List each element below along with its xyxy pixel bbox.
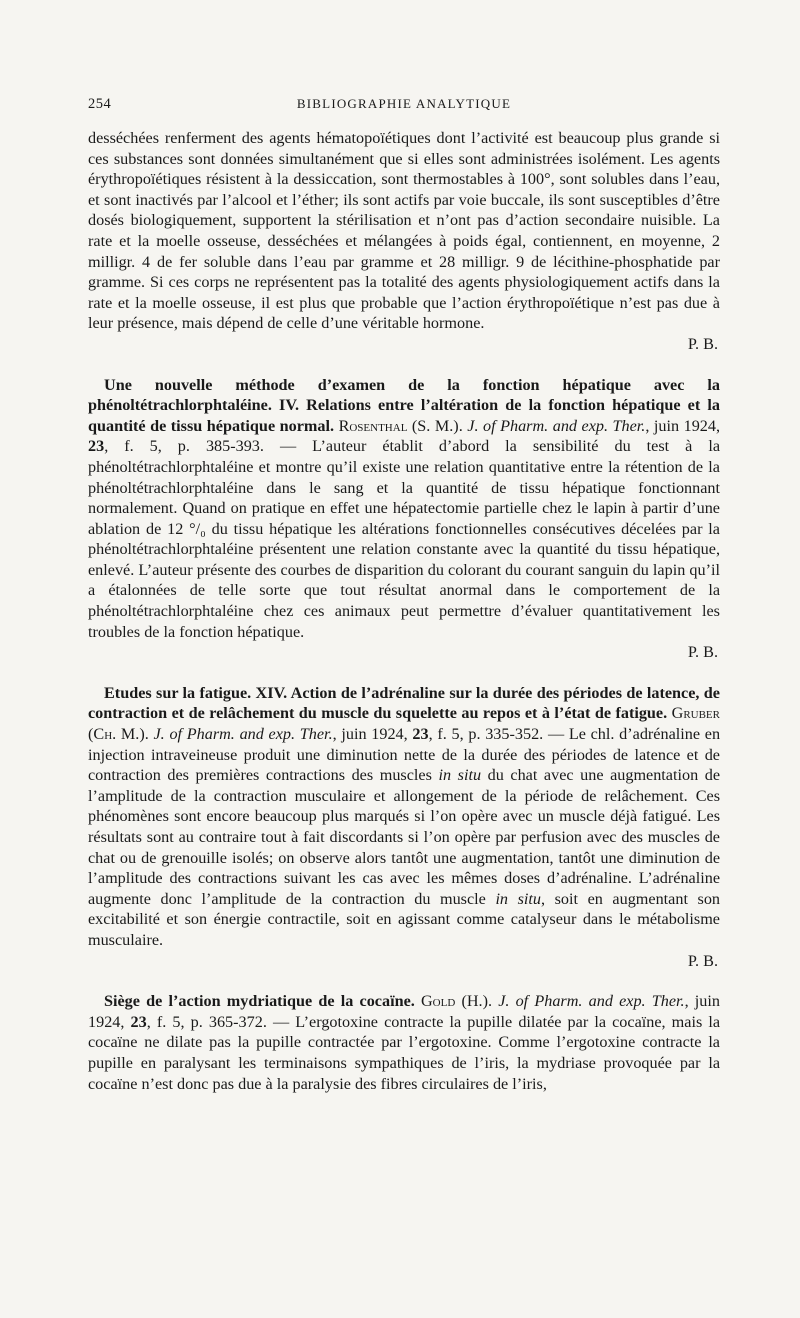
- article-hepatic-function: [88, 375, 720, 663]
- article-body-italic: in situ: [438, 766, 482, 785]
- article-cocaine: [88, 991, 720, 1094]
- article-body: — L’ergotoxine contracte la pupille dilatée par la cocaïne, mais la cocaïne ne dilate pas la pupille contractée par l’ergotoxine. Comme l’ergotoxine contracte la pupille en paralysant les terminaisons sympathiques de l’iris, la mydriase provoquée par la cocaïne n’est donc pas due à la paralysie des fibres circulaires de l’iris,: [88, 1012, 721, 1093]
- article-volume: 23: [88, 437, 105, 456]
- article-paragraph: [88, 375, 720, 643]
- article-title: Etudes sur la fatigue. XIV. Action de l’adrénaline sur la durée des périodes de latence, de contraction et de relâchement du muscle du squelette au repos et à l’état de fatigue.: [88, 683, 720, 723]
- article-journal: J. of Pharm. and exp. Ther.: [467, 416, 646, 435]
- continuation-block: [88, 128, 720, 355]
- page-header: [88, 96, 720, 118]
- running-title: BIBLIOGRAPHIE ANALYTIQUE: [296, 96, 512, 111]
- article-title: Une nouvelle méthode d’examen de la fonction hépatique avec la phénoltétrachlorphtaléine. IV. Relations entre l’altération de la fonction hépatique et la quantité de tissu hépatique normal.: [88, 375, 720, 435]
- article-date: , juin 1924,: [332, 725, 408, 744]
- article-pages: , f. 5, p. 335-352.: [428, 725, 544, 744]
- article-fatigue: [88, 683, 720, 971]
- article-journal: J. of Pharm. and exp. Ther.: [153, 725, 333, 744]
- signature: P. B.: [687, 334, 718, 353]
- article-volume: 23: [412, 725, 429, 744]
- article-paragraph: [88, 991, 720, 1094]
- article-author: Gruber (Ch. M.).: [88, 704, 720, 744]
- page-number: 254: [88, 96, 112, 112]
- article-pages: , f. 5, p. 385-393.: [104, 437, 264, 456]
- article-date: , juin 1924,: [645, 416, 721, 435]
- article-body: — L’auteur établit d’abord la sensibilité du test à la phénoltétrachlorphtaléine et montre qu’il existe une relation quantitative entre la rétention de la phénoltétrachlorphtaléine dans le sang et la quantité de tissu hépatique fonctionnant normalement. Quand on pratique en effet une hépatectomie partielle chez le lapin à partir d’une ablation de 12 °/₀ du tissu hépatique les altérations fonctionnelles consécutives décelées par la phénoltétrachlorphtaléine présentent une relation constante avec la quantité du tissu hépatique, enlevé. L’auteur présente des courbes de disparition du colorant du courant sanguin du lapin qu’il a étalonnées de telle sorte que tout résultat anormal dans le comportement de la phénoltétrachlorphtaléine chez ces animaux peut permettre d’évaluer quantitativement les troubles de la fonction hépatique.: [88, 437, 721, 641]
- continuation-paragraph: desséchées renferment des agents hématopoïétiques dont l’activité est beaucoup plus grande si ces substances sont données simultanément que si elles sont administrées isolément. Les agents érythropoïétiques résistent à la dessiccation, sont thermostables à 100°, sont solubles dans l’eau, et sont inactivés par l’alcool et l’éther; ils sont actifs par voie buccale, ils sont susceptibles d’être dosés biologiquement, supportent la stérilisation et n’ont pas d’action secondaire nuisible. La rate et la moelle osseuse, desséchées et mélangées à poids égal, contiennent, en moyenne, 2 milligr. 4 de fer soluble dans l’eau par gramme et 28 milligr. 9 de lécithine-phosphatide par gramme. Si ces corps ne représentent pas la totalité des agents physiologiquement actifs dans la rate et la moelle osseuse, il est plus que probable que l’action érythropoïétique n’est pas due à leur présence, mais dépend de celle d’une véritable hormone.: [88, 129, 720, 333]
- page-body: [88, 128, 720, 1094]
- article-volume: 23: [130, 1012, 147, 1031]
- article-author: Rosenthal (S. M.).: [338, 416, 463, 435]
- article-author: Gold (H.).: [420, 992, 493, 1011]
- article-body-part1: — Le chl. d’adrénaline en injection intraveineuse produit une diminution nette de la durée des périodes de latence et de contraction des premières contractions des muscles: [88, 725, 721, 785]
- article-body-part3: , soit en augmentant son excitabilité et son énergie contractile, soit en agissant comme catalyseur dans le métabolisme musculaire.: [88, 889, 721, 949]
- article-paragraph: [88, 683, 720, 951]
- article-body-italic: in situ: [495, 889, 541, 908]
- article-pages: , f. 5, p. 365-372.: [146, 1012, 267, 1031]
- article-journal: J. of Pharm. and exp. Ther.: [498, 992, 685, 1011]
- article-title: Siège de l’action mydriatique de la cocaïne.: [104, 992, 415, 1011]
- signature: P. B.: [687, 643, 718, 662]
- article-body-part2: du chat avec une augmentation de l’amplitude de la contraction musculaire et allongement de la période de relâchement. Ces phénomènes sont encore beaucoup plus marqués si l’on opère avec un muscle déjà fatigué. Les résultats sont au contraire tout à fait discordants si l’on opère par perfusion avec des muscles de chat ou de grenouille isolés; on observe alors tantôt une augmentation, tantôt une diminution de l’amplitude des contractions suivant les cas avec les mêmes doses d’adrénaline. L’adrénaline augmente donc l’amplitude de la contraction du muscle: [88, 766, 721, 908]
- article-date: , juin 1924,: [88, 992, 720, 1031]
- signature: P. B.: [687, 951, 718, 970]
